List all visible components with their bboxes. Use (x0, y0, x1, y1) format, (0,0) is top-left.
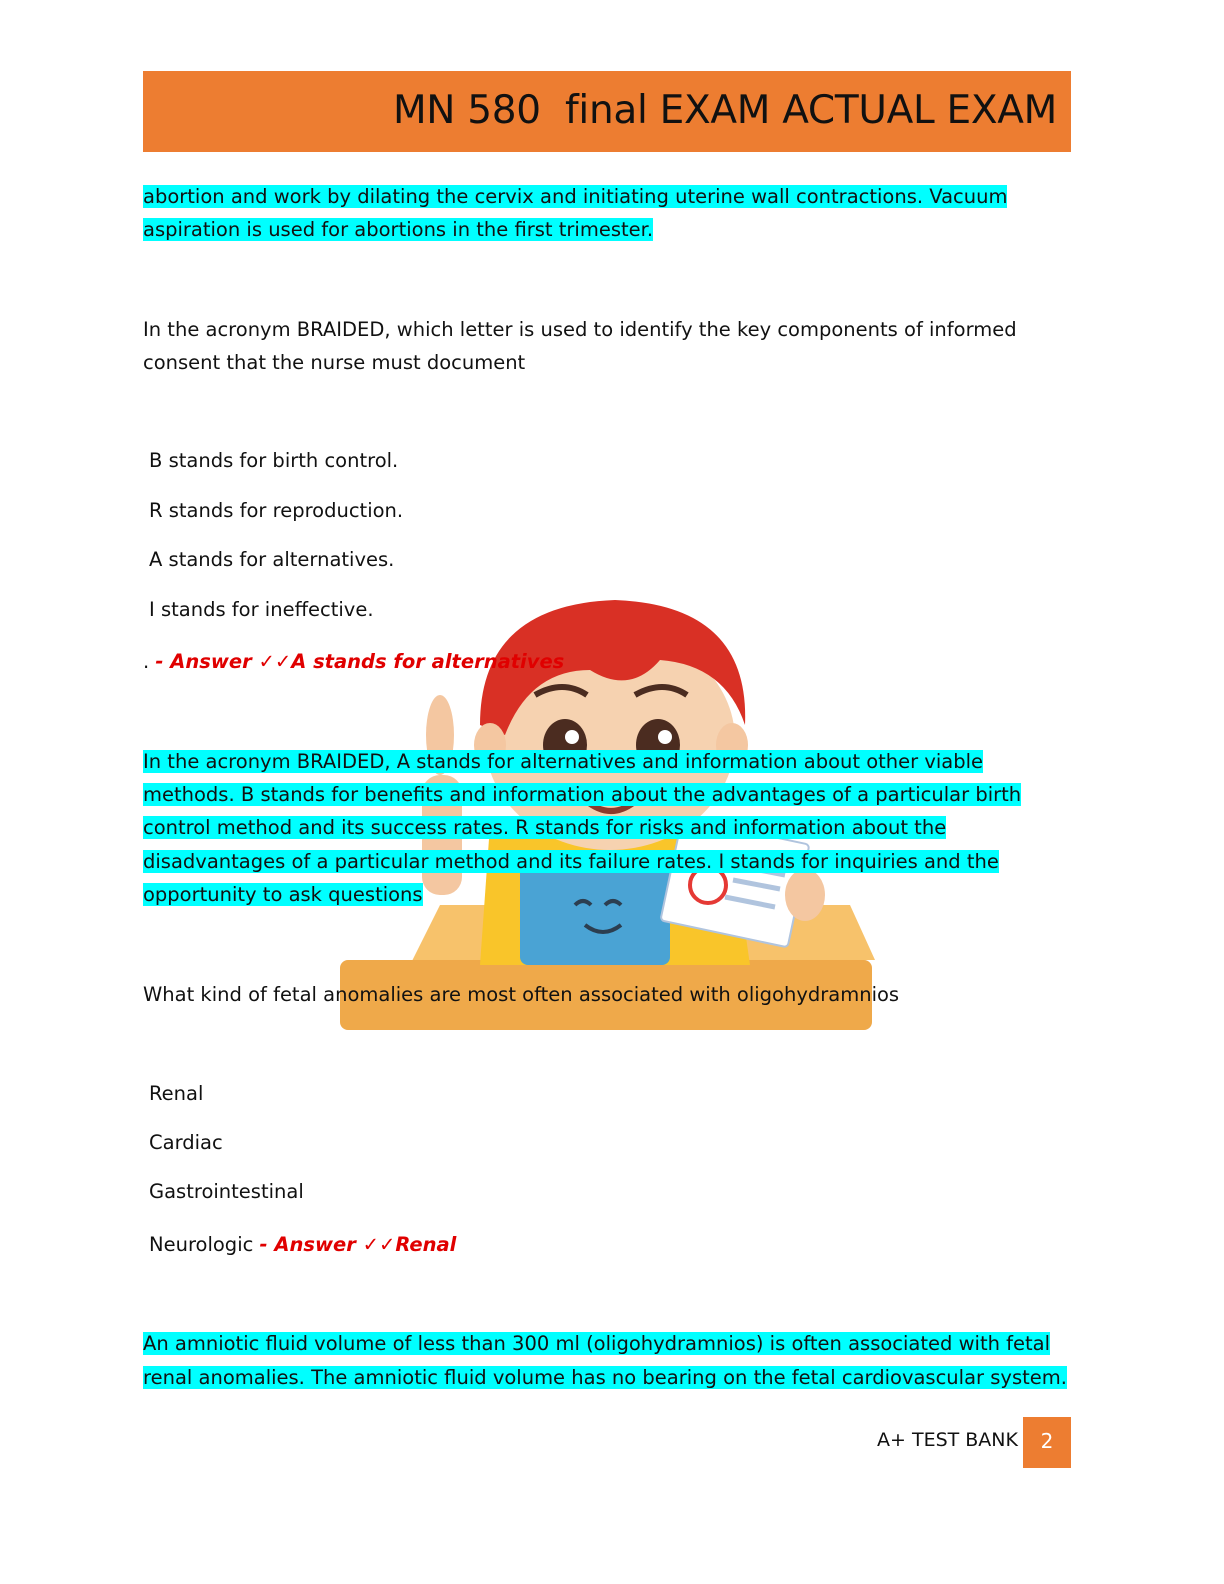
option-item: Gastrointestinal (149, 1180, 304, 1203)
page-number-box (1023, 1417, 1071, 1468)
option-item: Neurologic (149, 1233, 260, 1256)
answer-text: - Answer ✓✓Renal (259, 1233, 457, 1256)
question-text: In the acronym BRAIDED, which letter is used to identify the key components of informed (143, 318, 1017, 341)
highlighted-paragraph-line: renal anomalies. The amniotic fluid volume has no bearing on the fetal cardiovascular system. (143, 1366, 1067, 1389)
highlighted-paragraph-line: abortion and work by dilating the cervix and initiating uterine wall contractions. Vacuum (143, 185, 1008, 208)
page-title: MN 580 final EXAM ACTUAL EXAM (392, 88, 1057, 133)
highlighted-paragraph-line: An amniotic fluid volume of less than 300 ml (oligohydramnios) is often associated with fetal (143, 1332, 1051, 1355)
highlighted-paragraph-line: methods. B stands for benefits and information about the advantages of a particular birth (143, 783, 1022, 806)
footer-label: A+ TEST BANK (877, 1429, 1018, 1451)
option-item: A stands for alternatives. (149, 548, 395, 571)
page-number: 2 (1040, 1429, 1054, 1453)
option-item: Renal (149, 1082, 204, 1105)
header-band (143, 71, 1071, 152)
highlighted-paragraph-line: aspiration is used for abortions in the first trimester. (143, 218, 654, 241)
question-text: What kind of fetal anomalies are most often associated with oligohydramnios (143, 983, 900, 1006)
option-item: B stands for birth control. (149, 449, 399, 472)
question-text: consent that the nurse must document (143, 351, 526, 374)
highlighted-paragraph-line: control method and its success rates. R stands for risks and information about the (143, 816, 947, 839)
answer-text: - Answer ✓✓A stands for alternatives (155, 650, 565, 673)
answer-prefix: . (143, 650, 156, 673)
highlighted-paragraph-line: In the acronym BRAIDED, A stands for alternatives and information about other viable (143, 750, 984, 773)
highlighted-paragraph-line: disadvantages of a particular method and its failure rates. I stands for inquiries and the (143, 850, 999, 873)
highlighted-paragraph-line: opportunity to ask questions (143, 883, 423, 906)
option-item: Cardiac (149, 1131, 223, 1154)
option-item: I stands for ineffective. (149, 598, 374, 621)
option-item: R stands for reproduction. (149, 499, 404, 522)
